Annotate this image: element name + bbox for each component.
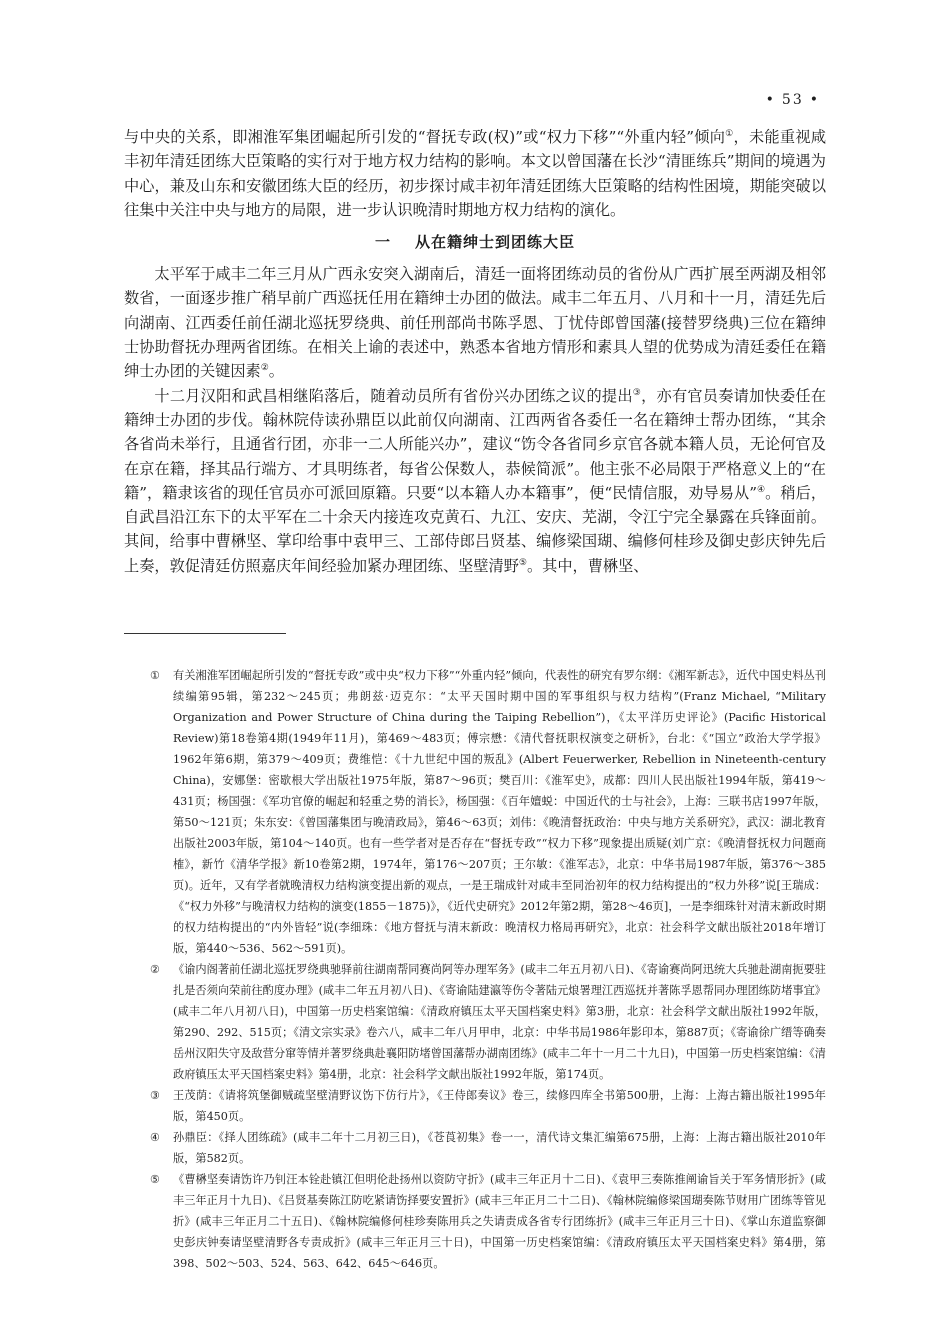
footnote-separator	[124, 633, 286, 634]
footnote-text: 王茂荫：《请将筑堡御贼疏坚壁清野议饬下仿行片》，《王侍郎奏议》卷三，续修四库全书第500册，上海：上海古籍出版社1995年版，第450页。	[173, 1089, 826, 1123]
paragraph-2	[124, 262, 826, 383]
footnote-text: 《谕内阁著前任湖北巡抚罗绕典驰驿前往湖南帮同赛尚阿等办理军务》(咸丰二年五月初八日)、《寄谕赛尚阿迅统大兵驰赴湖南扼要驻扎是否须向荣前往酌度办理》(咸丰二年五月初八日)、《寄谕陆建瀛等伤令著陆元烺署理江西巡抚并著陈孚恩帮同办理团练防堵事宜》(咸丰二年八月初八日)，中国第一历史档案馆编：《清政府镇压太平天国档案史料》第3册，北京：社会科学文献出版社1992年版，第290、292、515页；《清文宗实录》卷六八，咸丰二年八月甲申，北京：中华书局1986年影印本，第887页；《寄谕徐广缙等确奏岳州汉阳失守及敌营分窜等情并著罗绕典赴襄阳防堵曾国藩帮办湖南团练》(咸丰二年十一月二十九日)，中国第一历史档案馆编：《清政府镇压太平天国档案史料》第4册，北京：社会科学文献出版社1992年版，第174页。	[173, 963, 826, 1081]
footnote-mark: ④	[150, 1131, 161, 1144]
intro-text: 与中央的关系，即湘淮军集团崛起所引发的“督抚专政(权)”或“权力下移”“外重内轻”倾向	[124, 128, 726, 146]
footnote	[150, 1169, 826, 1274]
main-text	[124, 125, 826, 578]
paragraph-3-text-c: 。稍后，自武昌沿江东下的太平军在二十余天内接连攻克黄石、九江、安庆、芜湖，令江宁完全暴露在兵锋面前。其间，给事中曹楙坚、掌印给事中袁甲三、工部侍郎吕贤基、编修梁国瑚、编修何桂珍及御史彭庆钟先后上奏，敦促清廷仿照嘉庆年间经验加紧办理团练、坚壁清野	[124, 483, 827, 575]
footnote-text: 《曹楙坚奏请饬许乃钊汪本铨赴镇江但明伦赴扬州以资防守折》(咸丰三年正月十二日)、《袁甲三奏陈推阐谕旨关于军务情形折》(咸丰三年正月十九日)、《吕贤基奏陈江防吃紧请饬择要安置折》(咸丰三年正月二十二日)、《翰林院编修梁国瑚奏陈节财用广团练等管见折》(咸丰三年正月二十五日)、《翰林院编修何桂珍奏陈用兵之失请责成各省专行团练折》(咸丰三年正月三十日)、《掌山东道监察御史彭庆钟奏请坚壁清野各专责成折》(咸丰三年正月三十日)，中国第一历史档案馆编：《清政府镇压太平天国档案史料》第4册，第398、502～503、524、563、642、645～646页。	[173, 1173, 826, 1270]
footnote	[150, 1085, 826, 1127]
intro-paragraph	[124, 125, 826, 222]
section-number: 一	[374, 233, 391, 252]
footnote-text: 孙鼎臣：《择人团练疏》(咸丰二年十二月初三日)，《苍莨初集》卷一一，清代诗文集汇编第675册，上海：上海古籍出版社2010年版，第582页。	[173, 1131, 826, 1165]
paragraph-3	[124, 384, 826, 578]
section-title: 从在籍绅士到团练大臣	[415, 233, 576, 252]
footnote-mark: ③	[150, 1089, 161, 1102]
footnote-ref-3[interactable]: ③	[632, 387, 642, 398]
footnote-ref-5[interactable]: ⑤	[518, 557, 527, 568]
page-number-dot-left: •	[765, 92, 776, 108]
paragraph-2-text: 太平军于咸丰二年三月从广西永安突入湖南后，清廷一面将团练动员的省份从广西扩展至两湖及相邻数省，一面逐步推广稍早前广西巡抚任用在籍绅士办团的做法。咸丰二年五月、八月和十一月，清廷先后向湖南、江西委任前任湖北巡抚罗绕典、前任刑部尚书陈孚恩、丁忧侍郎曾国藩(接替罗绕典)三位在籍绅士协助督抚办理两省团练。在相关上谕的表述中，熟悉本省地方情形和素具人望的优势成为清廷委任在籍绅士办团的关键因素	[124, 265, 826, 381]
footnote-mark: ⑤	[150, 1173, 161, 1186]
page-number	[760, 92, 826, 108]
paragraph-3-text-a: 十二月汉阳和武昌相继陷落后，随着动员所有省份兴办团练之议的提出	[154, 386, 633, 405]
footnote	[150, 1127, 826, 1169]
footnote-mark: ②	[150, 963, 161, 976]
footnotes	[150, 665, 826, 1274]
footnote	[150, 665, 826, 959]
page-number-dot-right: •	[809, 92, 820, 108]
paragraph-3-text-b: ，亦有官员奏请加快委任在籍绅士办团的步伐。翰林院侍读孙鼎臣以此前仅向湖南、江西两省各委任一名在籍绅士帮办团练，“其余各省尚未举行，且通省行团，亦非一二人所能兴办”，建议“饬令各省同乡京官各就本籍人员，无论何官及在京在籍，择其品行端方、才具明练者，每省公保数人，恭候简派”。他主张不必局限于严格意义上的“在籍”，籍隶该省的现任官员亦可派回原籍。只要“以本籍人办本籍事”，便“民情信服，劝导易从”	[124, 386, 827, 502]
footnote-text: 有关湘淮军团崛起所引发的“督抚专政”或中央“权力下移”“外重内轻”倾向，代表性的研究有罗尔纲：《湘军新志》，近代中国史料丛刊续编第95辑，第232～245页；弗朗兹·迈克尔：“太平天国时期中国的军事组织与权力结构”(Franz Michael, “Military Organization and Power Structure of China during the Taiping Rebellion”)，《太平洋历史评论》(Pacific Historical Review)第18卷第4期(1949年11月)，第469～483页；傅宗懋：《清代督抚职权演变之研析》，台北：《“国立”政治大学学报》1962年第6期，第379～409页；费维恺：《十九世纪中国的叛乱》(Albert Feuerwerker, Rebellion in Nineteenth-century China)，安娜堡：密歇根大学出版社1975年版，第87～96页；樊百川：《淮军史》，成都：四川人民出版社1994年版，第419～431页；杨国强：《军功官僚的崛起和轻重之势的消长》，杨国强：《百年嬗蜕：中国近代的士与社会》，上海：三联书店1997年版，第50～121页；朱东安：《曾国藩集团与晚清政局》，第46～63页；刘伟：《晚清督抚政治：中央与地方关系研究》，武汉：湖北教育出版社2003年版，第104～140页。也有一些学者对是否存在“督抚专政”“权力下移”现象提出质疑(刘广京：《晚清督抚权力问题商榷》，新竹《清华学报》新10卷第2期，1974年，第176～207页；王尔敏：《淮军志》，北京：中华书局1987年版，第376～385页)。近年，又有学者就晚清权力结构演变提出新的观点，一是王瑞成针对咸丰至同治初年的权力结构提出的“权力外移”说[王瑞成：《“权力外移”与晚清权力结构的演变(1855－1875)》，《近代史研究》2012年第2期，第28～46页]，一是李细珠针对清末新政时期的权力结构提出的“内外皆轻”说(李细珠：《地方督抚与清末新政：晚清权力格局再研究》，北京：社会科学文献出版社2018年增订版，第440～536、562～591页)。	[173, 669, 826, 955]
footnote-ref-1[interactable]: ①	[725, 129, 734, 139]
footnote-ref-2[interactable]: ②	[260, 363, 269, 374]
paragraph-2-end: 。	[268, 362, 284, 381]
footnote-mark: ①	[150, 669, 161, 682]
paragraph-3-text-d: 。其中，曹楙坚、	[526, 556, 649, 575]
page-number-value: 53	[781, 92, 804, 108]
footnote	[150, 959, 826, 1085]
intro-text-rest: ，未能重视咸丰初年清廷团练大臣策略的实行对于地方权力结构的影响。本文以曾国藩在长沙“清匪练兵”期间的境遇为中心，兼及山东和安徽团练大臣的经历，初步探讨咸丰初年清廷团练大臣策略的结构性困境，期能突破以往集中关注中央与地方的局限，进一步认识晚清时期地方权力结构的演化。	[124, 128, 827, 219]
section-heading	[124, 222, 826, 262]
footnote-ref-4[interactable]: ④	[756, 484, 766, 495]
